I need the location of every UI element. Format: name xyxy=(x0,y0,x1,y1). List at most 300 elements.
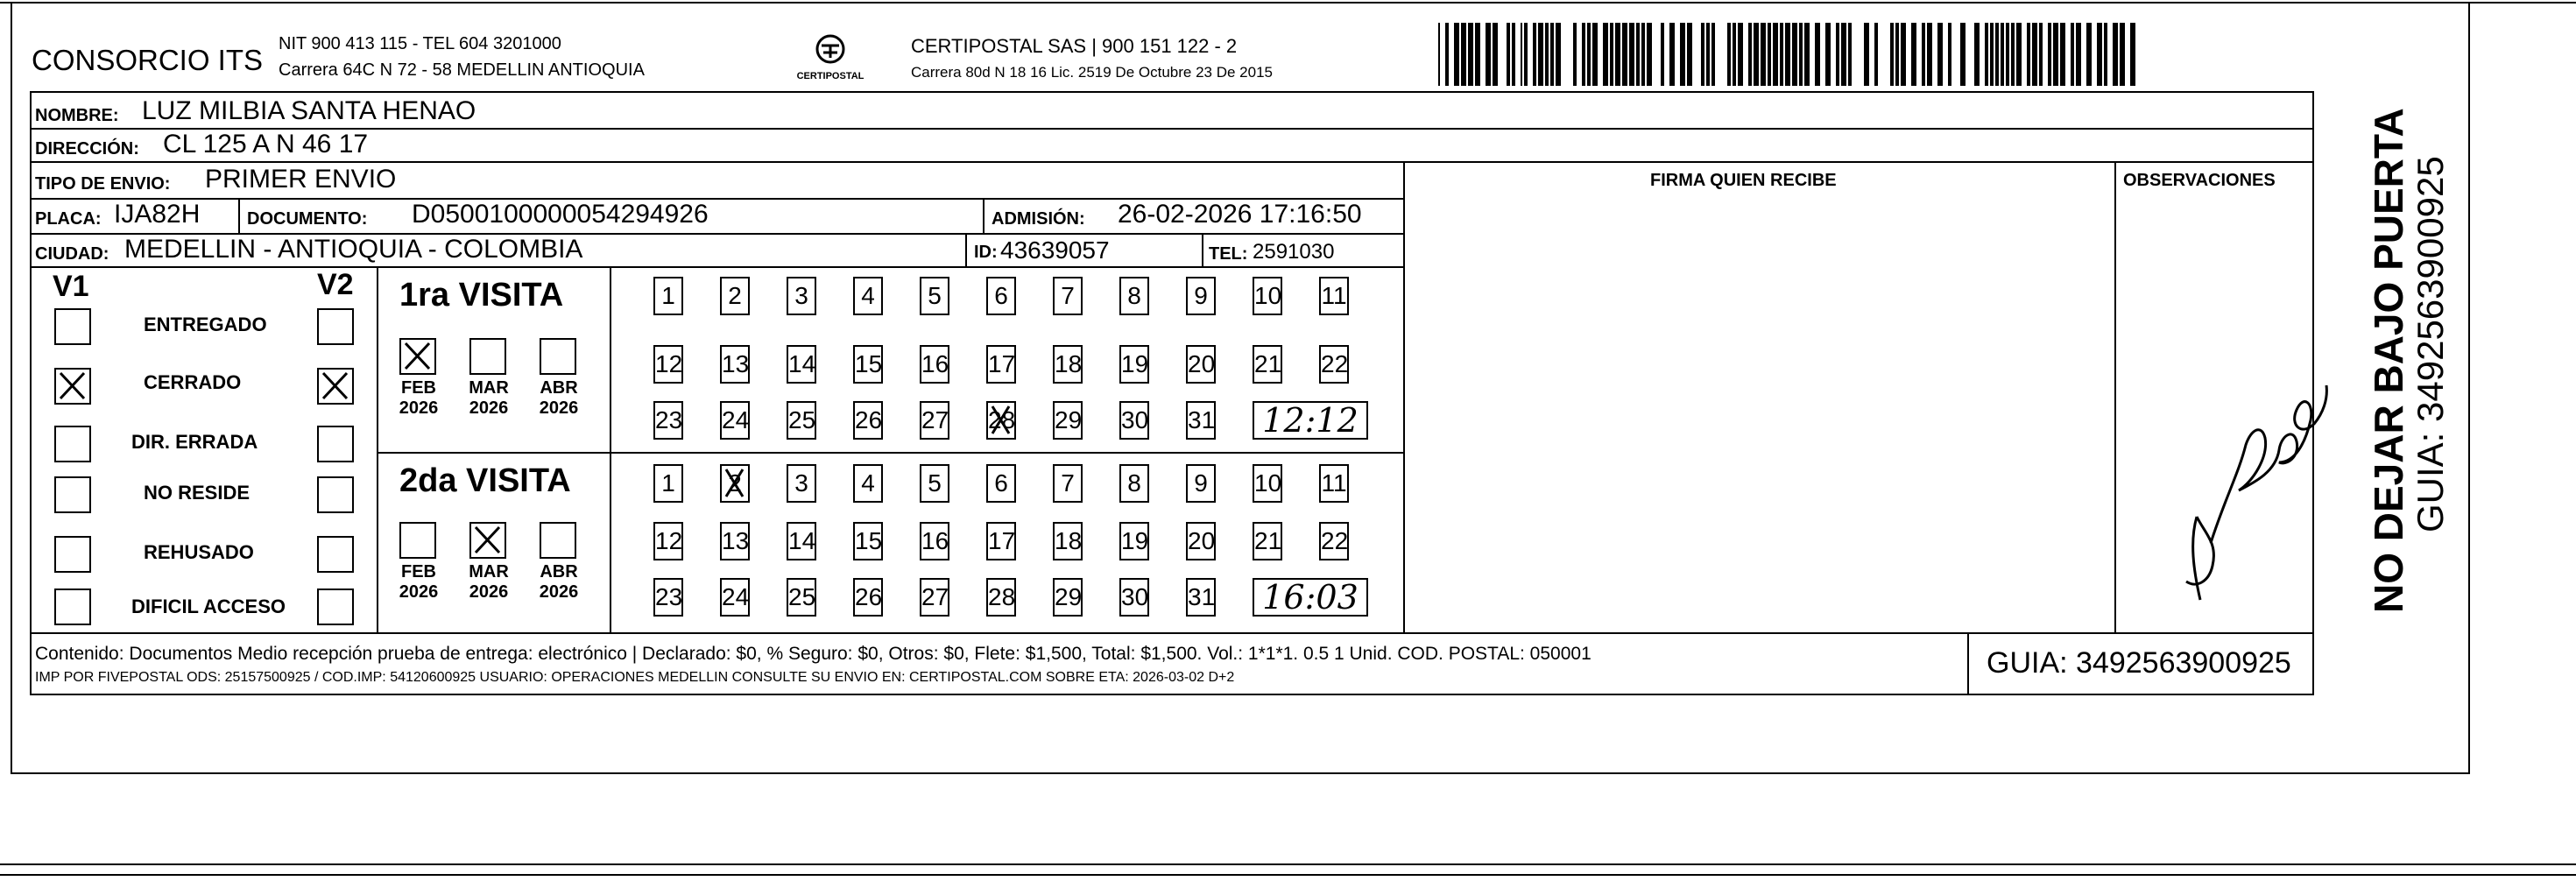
barcode-bar xyxy=(2001,23,2004,86)
check-mark-icon xyxy=(471,524,505,557)
day-box[interactable] xyxy=(1186,522,1216,560)
barcode-bar xyxy=(1995,23,1999,86)
check-mark-icon xyxy=(319,370,352,403)
day-box[interactable] xyxy=(1119,578,1149,617)
barcode-bar xyxy=(1874,23,1878,86)
day-box[interactable] xyxy=(653,522,683,560)
day-number: 22 xyxy=(1321,350,1349,377)
side-guia: GUIA: 3492563900925 xyxy=(2410,156,2451,532)
month-name: ABR xyxy=(540,562,578,581)
second-visit-time[interactable]: 16:03 xyxy=(1253,578,1368,617)
status-label: DIR. ERRADA xyxy=(131,431,258,453)
day-number: 31 xyxy=(1188,583,1216,610)
day-box[interactable] xyxy=(720,277,750,315)
barcode-bar xyxy=(1754,23,1759,86)
barcode-bar xyxy=(1792,23,1797,86)
barcode-bar xyxy=(2097,23,2102,86)
day-box[interactable] xyxy=(986,277,1016,315)
check-mark-icon xyxy=(988,403,1014,438)
day-number: 15 xyxy=(855,527,883,554)
v1-checkbox[interactable] xyxy=(54,476,91,513)
barcode-bar xyxy=(1507,23,1510,86)
grid-vline-firma xyxy=(1403,161,1405,634)
barcode-bar xyxy=(1533,23,1536,86)
signature xyxy=(2148,359,2349,613)
day-box[interactable] xyxy=(1119,522,1149,560)
day-number: 29 xyxy=(1055,406,1083,433)
day-box[interactable] xyxy=(653,277,683,315)
day-number: 6 xyxy=(994,469,1008,497)
day-number: 31 xyxy=(1188,406,1216,433)
ciudad-value: MEDELLIN - ANTIOQUIA - COLOMBIA xyxy=(124,235,583,264)
month-year: 2026 xyxy=(539,582,579,602)
grid-vline-days xyxy=(610,266,611,634)
day-box[interactable] xyxy=(920,464,949,503)
day-number: 2 xyxy=(728,469,742,497)
v2-checkbox[interactable] xyxy=(317,536,354,573)
id-label: ID: xyxy=(974,243,998,262)
day-number: 5 xyxy=(928,282,942,309)
day-number: 23 xyxy=(655,406,683,433)
firma-label: FIRMA QUIEN RECIBE xyxy=(1650,171,1837,190)
grid-line-1 xyxy=(30,91,2314,93)
grid-line-3 xyxy=(30,161,2314,163)
month-checkbox[interactable] xyxy=(540,338,576,375)
day-box[interactable] xyxy=(853,464,883,503)
barcode-bar xyxy=(1960,23,1966,86)
day-number: 19 xyxy=(1121,527,1149,554)
day-box[interactable] xyxy=(1119,464,1149,503)
day-box[interactable] xyxy=(853,345,883,384)
day-number: 24 xyxy=(722,583,750,610)
day-number: 12 xyxy=(655,527,683,554)
month-year: 2026 xyxy=(399,398,439,418)
barcode-bar xyxy=(1848,23,1852,86)
day-box[interactable] xyxy=(720,464,750,503)
day-number: 21 xyxy=(1254,350,1282,377)
barcode-bar xyxy=(1825,23,1831,86)
day-number: 20 xyxy=(1188,527,1216,554)
v1-checkbox[interactable] xyxy=(54,426,91,462)
month-label xyxy=(461,562,517,603)
day-box[interactable] xyxy=(720,345,750,384)
barcode-bar xyxy=(1573,23,1577,86)
day-box[interactable] xyxy=(1119,345,1149,384)
day-number: 2 xyxy=(728,282,742,309)
barcode-bar xyxy=(1768,23,1771,86)
barcode-bar xyxy=(1524,23,1528,86)
barcode-bar xyxy=(1948,23,1951,86)
day-box[interactable] xyxy=(720,401,750,440)
barcode-bar xyxy=(1895,23,1899,86)
day-box[interactable] xyxy=(1319,345,1349,384)
day-number: 8 xyxy=(1127,469,1141,497)
day-number: 13 xyxy=(722,527,750,554)
barcode-bar xyxy=(1512,23,1515,86)
barcode-bar xyxy=(2039,23,2043,86)
barcode-bar xyxy=(1780,23,1783,86)
nombre-value: LUZ MILBIA SANTA HENAO xyxy=(142,96,476,125)
barcode-bar xyxy=(1669,23,1675,86)
admision-label: ADMISIÓN: xyxy=(992,209,1085,229)
day-number: 30 xyxy=(1121,406,1149,433)
day-box[interactable] xyxy=(1053,401,1083,440)
month-label xyxy=(531,378,587,419)
placa-label: PLACA: xyxy=(35,209,102,229)
v2-checkbox[interactable] xyxy=(317,426,354,462)
day-box[interactable] xyxy=(853,522,883,560)
day-box[interactable] xyxy=(653,464,683,503)
barcode-bar xyxy=(1629,23,1634,86)
month-name: MAR xyxy=(469,378,509,398)
month-name: ABR xyxy=(540,378,578,398)
contenido-text: Contenido: Documentos Medio recepción prueba de entrega: electrónico | Declarado: $0, % Seguro: $0, Otros: $0, Flete: $1,500, Total: $1,500. Vol.: 1*1*1. 0.5 1 Unid. COD. POSTAL: 050001 xyxy=(35,644,1591,664)
grid-vline-guia xyxy=(1967,632,1969,695)
day-number: 27 xyxy=(921,583,949,610)
barcode-bar xyxy=(1761,23,1766,86)
day-box[interactable] xyxy=(920,578,949,617)
day-number: 29 xyxy=(1055,583,1083,610)
barcode-bar xyxy=(2104,23,2107,86)
month-label xyxy=(391,562,447,603)
v1-checkbox[interactable] xyxy=(54,308,91,345)
v1-checkbox[interactable] xyxy=(54,536,91,573)
frame-bottom-line xyxy=(11,772,2470,774)
id-value: 43639057 xyxy=(1000,236,1110,264)
check-mark-icon xyxy=(56,370,89,403)
day-number: 1 xyxy=(661,469,675,497)
day-number: 25 xyxy=(788,406,816,433)
grid-line-6 xyxy=(30,266,1405,268)
day-box[interactable] xyxy=(1186,345,1216,384)
day-number: 21 xyxy=(1254,527,1282,554)
barcode-bar xyxy=(2086,23,2092,86)
day-number: 18 xyxy=(1055,350,1083,377)
barcode-bar xyxy=(1711,23,1715,86)
guia-footer: GUIA: 3492563900925 xyxy=(1987,646,2291,680)
day-box[interactable] xyxy=(920,401,949,440)
day-box[interactable] xyxy=(986,522,1016,560)
day-box[interactable] xyxy=(853,401,883,440)
day-number: 17 xyxy=(988,350,1016,377)
barcode-bar xyxy=(1727,23,1731,86)
barcode-bar xyxy=(1815,23,1820,86)
page-bottom-line-1 xyxy=(0,863,2576,865)
day-number: 15 xyxy=(855,350,883,377)
barcode-bar xyxy=(1582,23,1585,86)
day-number: 19 xyxy=(1121,350,1149,377)
day-number: 28 xyxy=(988,406,1016,433)
grid-vline-tel xyxy=(1202,233,1203,268)
month-name: FEB xyxy=(401,562,436,581)
grid-vline-obs xyxy=(2114,161,2116,634)
grid-line-footer xyxy=(30,632,2314,634)
barcode-bar xyxy=(1922,23,1925,86)
barcode-graphic xyxy=(1438,23,2139,86)
nombre-label: NOMBRE: xyxy=(35,106,119,125)
barcode-bar xyxy=(1687,23,1692,86)
day-box[interactable] xyxy=(986,464,1016,503)
grid-line-visits xyxy=(377,452,1405,454)
barcode-bar xyxy=(1603,23,1608,86)
certipostal-logo-icon xyxy=(795,33,865,84)
v1-checkbox[interactable] xyxy=(54,589,91,625)
carrier-name: CERTIPOSTAL SAS | 900 151 122 - 2 xyxy=(911,35,1238,57)
ciudad-label: CIUDAD: xyxy=(35,244,109,264)
barcode-bar xyxy=(1615,23,1620,86)
barcode-bar xyxy=(1785,23,1790,86)
barcode-bar xyxy=(1974,23,1980,86)
month-year: 2026 xyxy=(399,582,439,602)
v1-label: V1 xyxy=(53,270,89,303)
day-box[interactable] xyxy=(986,401,1016,440)
barcode-bar xyxy=(1901,23,1906,86)
month-checkbox[interactable] xyxy=(540,522,576,559)
month-label xyxy=(391,378,447,419)
day-number: 25 xyxy=(788,583,816,610)
frame-top-line xyxy=(0,2,2576,4)
direccion-label: DIRECCIÓN: xyxy=(35,139,139,159)
tipo-envio-label: TIPO DE ENVIO: xyxy=(35,174,171,194)
day-number: 24 xyxy=(722,406,750,433)
barcode-bar xyxy=(1841,23,1846,86)
barcode-bar xyxy=(1680,23,1685,86)
observaciones-label: OBSERVACIONES xyxy=(2123,171,2276,190)
documento-label: DOCUMENTO: xyxy=(247,209,368,229)
company-name: CONSORCIO ITS xyxy=(32,44,264,76)
barcode-bar xyxy=(2006,23,2009,86)
day-box[interactable] xyxy=(1319,277,1349,315)
day-number: 18 xyxy=(1055,527,1083,554)
barcode-bar xyxy=(1706,23,1710,86)
day-box[interactable] xyxy=(653,345,683,384)
v2-label: V2 xyxy=(317,268,354,301)
grid-vline-placa xyxy=(238,198,240,235)
day-box[interactable] xyxy=(1053,578,1083,617)
day-number: 7 xyxy=(1061,469,1075,497)
barcode-bar xyxy=(2053,23,2058,86)
month-label xyxy=(531,562,587,603)
day-number: 12 xyxy=(655,350,683,377)
v2-checkbox[interactable] xyxy=(317,589,354,625)
barcode-bar xyxy=(2032,23,2037,86)
barcode-bar xyxy=(1890,23,1894,86)
first-visit-label: 1ra VISITA xyxy=(399,277,564,314)
day-box[interactable] xyxy=(1186,277,1216,315)
month-checkbox[interactable] xyxy=(469,522,506,559)
day-box[interactable] xyxy=(986,345,1016,384)
grid-vline-admision xyxy=(983,198,985,235)
day-number: 4 xyxy=(861,469,875,497)
day-number: 20 xyxy=(1188,350,1216,377)
day-number: 11 xyxy=(1321,282,1347,309)
day-box[interactable] xyxy=(787,345,816,384)
tel-value: 2591030 xyxy=(1253,240,1335,264)
grid-line-bottom xyxy=(30,694,2314,695)
day-number: 14 xyxy=(788,350,816,377)
barcode-bar xyxy=(1636,23,1640,86)
status-label: DIFICIL ACCESO xyxy=(131,596,286,617)
v2-checkbox[interactable] xyxy=(317,368,354,405)
day-number: 28 xyxy=(988,583,1016,610)
barcode-bar xyxy=(1622,23,1627,86)
day-box[interactable] xyxy=(1053,277,1083,315)
barcode-bar xyxy=(1538,23,1543,86)
grid-vline-id xyxy=(965,233,967,268)
barcode-bar xyxy=(1733,23,1736,86)
day-number: 10 xyxy=(1254,282,1282,309)
day-box[interactable] xyxy=(1119,401,1149,440)
month-name: MAR xyxy=(469,562,509,581)
barcode-bar xyxy=(1661,23,1664,86)
month-label xyxy=(461,378,517,419)
barcode-bar xyxy=(1438,23,1440,86)
day-box[interactable] xyxy=(853,578,883,617)
barcode-bar xyxy=(1461,23,1466,86)
barcode-bar xyxy=(2113,23,2118,86)
barcode-bar xyxy=(1587,23,1591,86)
day-box[interactable] xyxy=(920,277,949,315)
certipostal-logo xyxy=(795,33,865,84)
day-box[interactable] xyxy=(1053,345,1083,384)
day-box[interactable] xyxy=(1186,401,1216,440)
barcode xyxy=(1438,23,2139,86)
day-box[interactable] xyxy=(986,578,1016,617)
day-number: 3 xyxy=(794,282,808,309)
barcode-bar xyxy=(1486,23,1491,86)
barcode-bar xyxy=(2120,23,2125,86)
barcode-bar xyxy=(1610,23,1613,86)
barcode-bar xyxy=(1556,23,1561,86)
barcode-bar xyxy=(1748,23,1752,86)
placa-value: IJA82H xyxy=(114,200,201,229)
day-box[interactable] xyxy=(720,522,750,560)
day-number: 1 xyxy=(661,282,675,309)
day-number: 8 xyxy=(1127,282,1141,309)
company-address: Carrera 64C N 72 - 58 MEDELLIN ANTIOQUIA xyxy=(279,60,645,80)
day-box[interactable] xyxy=(787,401,816,440)
day-box[interactable] xyxy=(1253,277,1282,315)
day-box[interactable] xyxy=(1186,464,1216,503)
page-bottom-line-2 xyxy=(0,874,2576,876)
status-label: ENTREGADO xyxy=(144,314,267,335)
barcode-bar xyxy=(2071,23,2074,86)
day-box[interactable] xyxy=(920,345,949,384)
barcode-bar xyxy=(1493,23,1498,86)
day-box[interactable] xyxy=(1253,464,1282,503)
barcode-bar xyxy=(1521,23,1522,86)
day-box[interactable] xyxy=(787,578,816,617)
barcode-bar xyxy=(1454,23,1459,86)
day-number: 6 xyxy=(994,282,1008,309)
first-visit-time[interactable]: 12:12 xyxy=(1253,401,1368,440)
day-box[interactable] xyxy=(653,578,683,617)
day-box[interactable] xyxy=(1319,464,1349,503)
barcode-bar xyxy=(1738,23,1743,86)
tipo-envio-value: PRIMER ENVIO xyxy=(205,165,397,194)
day-number: 27 xyxy=(921,406,949,433)
barcode-bar xyxy=(1864,23,1869,86)
v1-checkbox[interactable] xyxy=(54,368,91,405)
barcode-bar xyxy=(1701,23,1704,86)
barcode-bar xyxy=(1550,23,1554,86)
month-name: FEB xyxy=(401,378,436,398)
barcode-bar xyxy=(1592,23,1598,86)
barcode-bar xyxy=(1641,23,1645,86)
day-number: 14 xyxy=(788,527,816,554)
grid-line-2 xyxy=(30,128,2314,130)
day-box[interactable] xyxy=(720,578,750,617)
barcode-bar xyxy=(1545,23,1549,86)
day-box[interactable] xyxy=(1119,277,1149,315)
day-number: 30 xyxy=(1121,583,1149,610)
day-number: 3 xyxy=(794,469,808,497)
frame-right-line xyxy=(2468,2,2470,772)
carrier-license: Carrera 80d N 18 16 Lic. 2519 De Octubre 23 De 2015 xyxy=(911,64,1273,81)
company-nit: NIT 900 413 115 - TEL 604 3201000 xyxy=(279,34,561,53)
barcode-bar xyxy=(2076,23,2081,86)
month-checkbox[interactable] xyxy=(399,338,436,375)
day-number: 11 xyxy=(1321,469,1347,497)
day-box[interactable] xyxy=(1253,345,1282,384)
barcode-bar xyxy=(1990,23,1994,86)
day-box[interactable] xyxy=(1186,578,1216,617)
day-box[interactable] xyxy=(920,522,949,560)
day-number: 26 xyxy=(855,406,883,433)
day-box[interactable] xyxy=(1319,522,1349,560)
signature-graphic xyxy=(2148,359,2349,613)
month-checkbox[interactable] xyxy=(469,338,506,375)
documento-value: D0500100000054294926 xyxy=(412,200,709,229)
day-box[interactable] xyxy=(787,277,816,315)
impresion-text: IMP POR FIVEPOSTAL ODS: 25157500925 / COD.IMP: 54120600925 USUARIO: OPERACIONES MEDELLIN CONSULTE SU ENVIO EN: CERTIPOSTAL.COM SOBRE ETA: 2026-03-02 D+2 xyxy=(35,670,1235,685)
barcode-bar xyxy=(1804,23,1810,86)
day-box[interactable] xyxy=(1253,522,1282,560)
day-number: 16 xyxy=(921,527,949,554)
day-box[interactable] xyxy=(1053,522,1083,560)
barcode-bar xyxy=(1937,23,1943,86)
day-number: 26 xyxy=(855,583,883,610)
day-number: 10 xyxy=(1254,469,1282,497)
v2-checkbox[interactable] xyxy=(317,476,354,513)
frame-left-line xyxy=(11,2,12,772)
no-dejar-bajo-puerta: NO DEJAR BAJO PUERTA xyxy=(2366,108,2411,613)
day-box[interactable] xyxy=(787,522,816,560)
v2-checkbox[interactable] xyxy=(317,308,354,345)
status-label: NO RESIDE xyxy=(144,482,251,504)
barcode-bar xyxy=(2016,23,2022,86)
month-checkbox[interactable] xyxy=(399,522,436,559)
day-box[interactable] xyxy=(853,277,883,315)
barcode-bar xyxy=(1836,23,1839,86)
check-mark-icon xyxy=(722,466,748,501)
grid-vline-visit xyxy=(377,266,378,634)
day-box[interactable] xyxy=(1053,464,1083,503)
day-number: 17 xyxy=(988,527,1016,554)
barcode-bar xyxy=(1647,23,1652,86)
day-box[interactable] xyxy=(787,464,816,503)
barcode-bar xyxy=(1927,23,1932,86)
month-year: 2026 xyxy=(539,398,579,418)
barcode-bar xyxy=(1773,23,1778,86)
second-visit-label: 2da VISITA xyxy=(399,462,571,499)
grid-vline-left xyxy=(30,91,32,695)
tel-label: TEL: xyxy=(1209,244,1248,264)
barcode-bar xyxy=(2048,23,2051,86)
day-number: 5 xyxy=(928,469,942,497)
status-label: CERRADO xyxy=(144,371,242,393)
day-box[interactable] xyxy=(653,401,683,440)
